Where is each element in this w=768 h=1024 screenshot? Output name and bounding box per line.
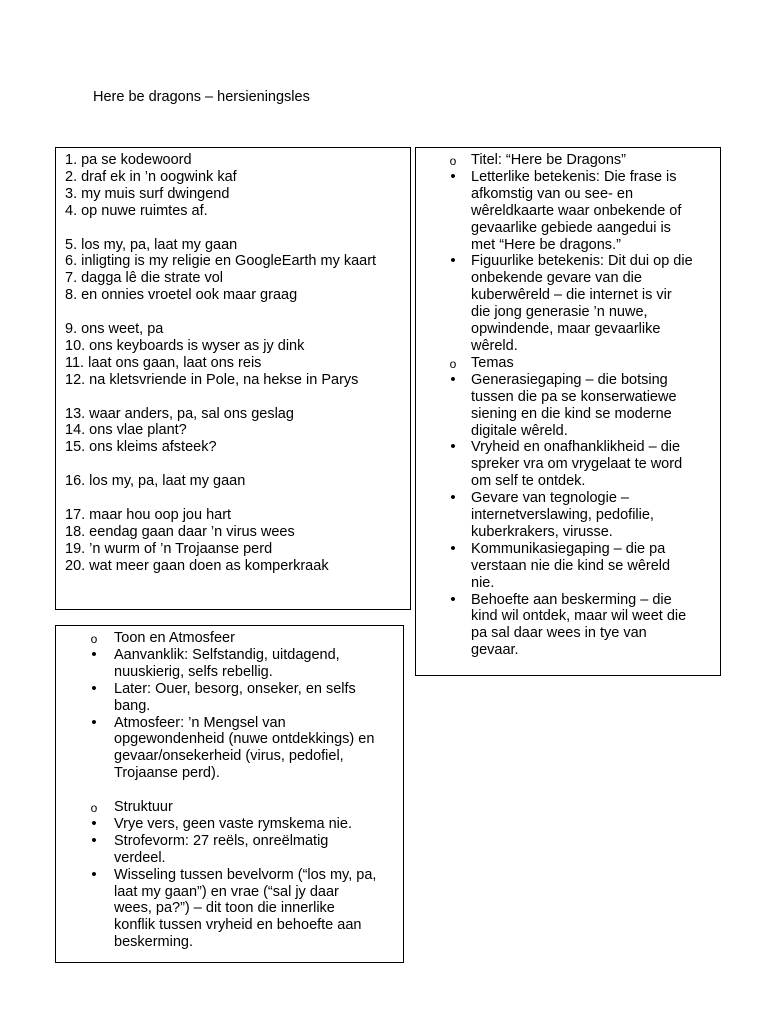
list-item-text: digitale wêreld. [471, 422, 568, 439]
list-item-text: kind wil ontdek, maar wil weet die [471, 608, 687, 625]
list-spacer [56, 782, 399, 799]
list-item-text: Kommunikasiegaping – die pa [471, 540, 666, 557]
poem-line: 5. los my, pa, laat my gaan [65, 236, 238, 253]
poem-line: 15. ons kleims afsteek? [65, 439, 217, 456]
list-item-text: gevaar. [471, 642, 519, 659]
poem-line: 3. my muis surf dwingend [65, 185, 230, 202]
list-item-text: opwindende, maar gevaarlike [471, 321, 661, 338]
bullet-icon: • [91, 865, 97, 883]
list-item-text: laat my gaan”) en vrae (“sal jy daar [114, 883, 339, 900]
list-item-text: Figuurlike betekenis: Dit dui op die [471, 253, 693, 270]
list-item-text: Gevare van tegnologie – [471, 490, 629, 507]
poem-stanza [65, 321, 404, 389]
list-item-text: verdeel. [114, 849, 166, 866]
analysis-list [56, 630, 399, 951]
bullet-icon: • [450, 370, 456, 388]
poem-line: 4. op nuwe ruimtes af. [65, 202, 208, 219]
list-item-text: Titel: “Here be Dragons” [471, 152, 626, 168]
list-item-text: Trojaanse perd). [114, 765, 220, 782]
poem-line: 2. draf ek in ’n oogwink kaf [65, 168, 237, 185]
list-item [56, 816, 399, 833]
list-item-text: siening en die kind se moderne [471, 405, 672, 422]
list-heading-item [416, 152, 716, 169]
bullet-icon: • [450, 590, 456, 608]
list-item-text: Generasiegaping – die botsing [471, 371, 668, 388]
list-heading-item [416, 355, 716, 372]
page-title: Here be dragons – hersieningsles [93, 89, 310, 105]
list-item-text: internetverslawing, pedofilie, [471, 507, 654, 524]
poem-line: 18. eendag gaan daar ’n virus wees [65, 523, 295, 540]
list-item-text: konflik tussen vryheid en behoefte aan [114, 917, 362, 934]
list-item-text: tussen die pa se konserwatiewe [471, 388, 677, 405]
bullet-icon: • [91, 679, 97, 697]
poem-text [65, 152, 404, 575]
poem-box [55, 147, 411, 610]
bullet-icon: • [91, 831, 97, 849]
poem-line: 16. los my, pa, laat my gaan [65, 473, 246, 490]
list-item-text: bang. [114, 697, 151, 714]
list-item-text: nie. [471, 574, 495, 591]
bullet-icon: • [450, 539, 456, 557]
poem-stanza [65, 237, 404, 305]
bullet-icon: • [450, 489, 456, 507]
list-item [416, 541, 716, 592]
list-item [416, 439, 716, 490]
list-item [56, 681, 399, 715]
list-item [416, 592, 716, 660]
circle-bullet-icon: o [90, 632, 98, 646]
list-heading-item [56, 799, 399, 816]
poem-stanza [65, 473, 404, 490]
list-item [416, 372, 716, 440]
list-item-text: gevaar/onsekerheid (virus, pedofiel, [114, 748, 344, 765]
list-item-text: Strofevorm: 27 reëls, onreëlmatig [114, 832, 329, 849]
bullet-icon: • [91, 814, 97, 832]
poem-line: 9. ons weet, pa [65, 321, 164, 338]
list-item-text: Wisseling tussen bevelvorm (“los my, pa, [114, 866, 377, 883]
list-item [416, 490, 716, 541]
list-item-text: Vryheid en onafhanklikheid – die [471, 439, 681, 456]
list-item-text: met “Here be dragons.” [471, 236, 621, 253]
list-item [56, 647, 399, 681]
list-item-text: die jong generasie ’n nuwe, [471, 304, 648, 321]
poem-line: 1. pa se kodewoord [65, 152, 192, 168]
list-item-text: gevaarlike gebiede aangedui is [471, 219, 671, 236]
poem-line: 14. ons vlae plant? [65, 422, 187, 439]
poem-line: 19. ’n wurm of ’n Trojaanse perd [65, 540, 273, 557]
list-item-text: afkomstig van ou see- en [471, 185, 634, 202]
list-item-text: wees, pa?”) – dit toon die innerlike [114, 900, 335, 917]
poem-line: 13. waar anders, pa, sal ons geslag [65, 405, 294, 422]
list-item-text: Aanvanklik: Selfstandig, uitdagend, [114, 646, 340, 663]
list-item-text: Atmosfeer: ’n Mengsel van [114, 714, 286, 731]
list-item-text: Behoefte aan beskerming – die [471, 591, 672, 608]
bullet-icon: • [91, 713, 97, 731]
list-item-text: verstaan nie die kind se wêreld [471, 557, 671, 574]
circle-bullet-icon: o [449, 154, 457, 168]
list-item-text: Temas [471, 354, 514, 371]
list-item [416, 169, 716, 254]
list-item-text: onbekende gevare van die [471, 270, 642, 287]
poem-stanza [65, 507, 404, 575]
poem-line: 8. en onnies vroetel ook maar graag [65, 287, 298, 304]
list-item-text: spreker vra om vrygelaat te word [471, 456, 683, 473]
list-item-text: wêreldkaarte waar onbekende of [471, 202, 682, 219]
list-item [56, 867, 399, 952]
list-item-text: pa sal daar wees in tye van [471, 625, 647, 642]
list-item-text: wêreld. [471, 337, 518, 354]
list-item [56, 833, 399, 867]
list-item [56, 715, 399, 783]
list-item [416, 253, 716, 354]
poem-line: 17. maar hou oop jou hart [65, 506, 232, 523]
list-item-text: nuuskierig, selfs rebellig. [114, 663, 273, 680]
circle-bullet-icon: o [90, 801, 98, 816]
poem-stanza [65, 152, 404, 220]
analysis-list [416, 152, 716, 659]
list-item-text: beskerming. [114, 934, 193, 951]
list-item-text: Vrye vers, geen vaste rymskema nie. [114, 815, 352, 832]
list-item-text: Letterlike betekenis: Die frase is [471, 168, 677, 185]
list-heading-item [56, 630, 399, 647]
poem-line: 7. dagga lê die strate vol [65, 270, 223, 287]
list-item-text: om self te ontdek. [471, 473, 586, 490]
list-item-text: kuberwêreld – die internet is vir [471, 287, 672, 304]
poem-stanza [65, 406, 404, 457]
analysis-box-tone-structure [55, 625, 404, 963]
poem-line: 11. laat ons gaan, laat ons reis [65, 354, 262, 371]
poem-line: 12. na kletsvriende in Pole, na hekse in Parys [65, 371, 359, 388]
list-item-text: Later: Ouer, besorg, onseker, en selfs [114, 680, 356, 697]
list-item-text: opgewondenheid (nuwe ontdekkings) en [114, 731, 375, 748]
poem-line: 10. ons keyboards is wyser as jy dink [65, 337, 305, 354]
poem-line: 20. wat meer gaan doen as komperkraak [65, 557, 329, 574]
list-item-text: Toon en Atmosfeer [114, 630, 235, 646]
bullet-icon: • [450, 252, 456, 270]
circle-bullet-icon: o [449, 356, 457, 371]
bullet-icon: • [450, 167, 456, 185]
list-item-text: kuberkrakers, virusse. [471, 523, 613, 540]
analysis-box-title-themes [415, 147, 721, 676]
poem-line: 6. inligting is my religie en GoogleEarth my kaart [65, 253, 377, 270]
bullet-icon: • [450, 438, 456, 456]
bullet-icon: • [91, 645, 97, 663]
list-item-text: Struktuur [114, 799, 173, 816]
